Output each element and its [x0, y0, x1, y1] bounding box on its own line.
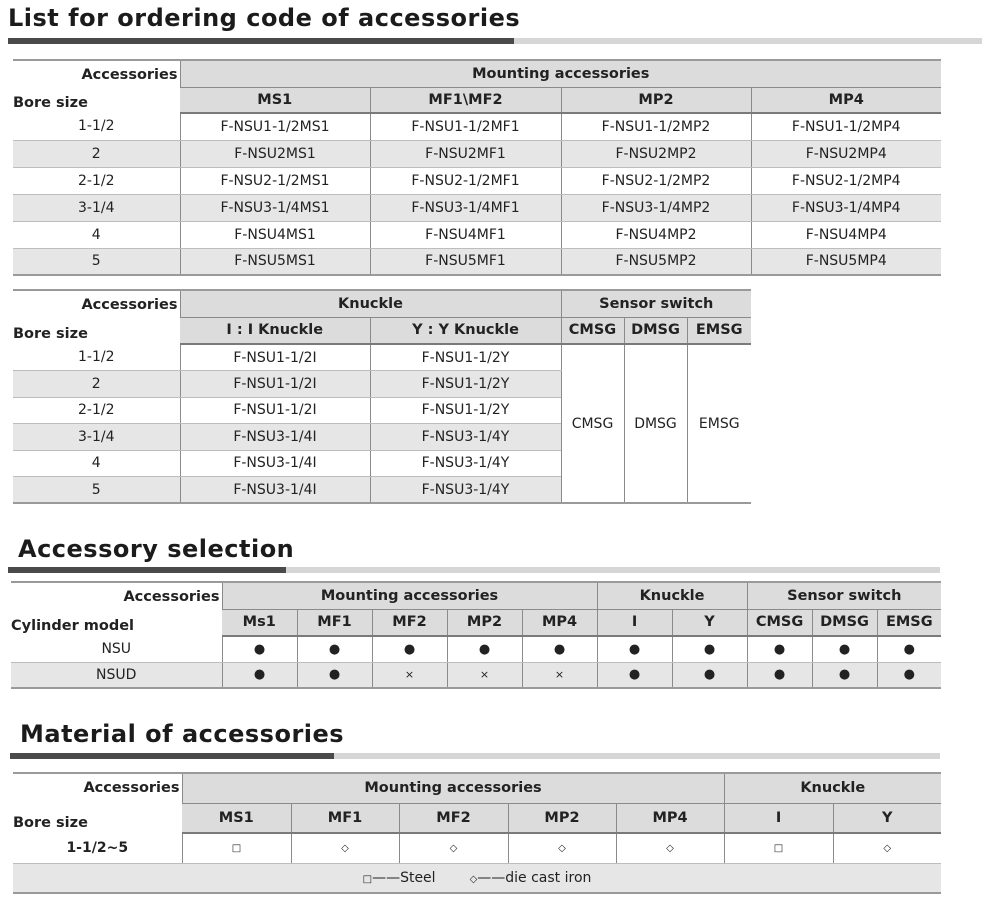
column-header: DMSG [624, 317, 687, 344]
availability-mark: ● [812, 662, 877, 688]
availability-mark: ● [747, 662, 812, 688]
column-header: EMSG [877, 609, 941, 636]
code-cell: F-NSU1-1/2Y [370, 371, 561, 398]
column-header: MF1 [291, 803, 399, 833]
material-steel-mark: □ [724, 833, 833, 863]
material-iron-mark: ◇ [833, 833, 941, 863]
availability-mark: ● [877, 662, 941, 688]
bore-cell: 2-1/2 [13, 167, 180, 194]
iron-legend-symbol: ◇ [469, 873, 478, 885]
column-header: MP2 [561, 87, 751, 113]
code-cell: F-NSU3-1/4I [180, 450, 370, 477]
iron-legend-label: ——die cast iron [477, 869, 592, 886]
table-row [13, 194, 941, 221]
column-header: MP4 [616, 803, 724, 833]
group-header-knuckle: Knuckle [597, 582, 747, 609]
table-row [13, 113, 941, 140]
corner-label-accessories: Accessories [81, 67, 178, 83]
code-cell: F-NSU3-1/4I [180, 477, 370, 504]
section-title-ordering-code: List for ordering code of accessories [8, 4, 521, 32]
code-cell: F-NSU1-1/2MP2 [561, 113, 751, 140]
corner-label-bore-size: Bore size [13, 326, 88, 342]
model-cell: NSUD [11, 662, 222, 688]
column-header: I : I Knuckle [180, 317, 370, 344]
column-header: Y : Y Knuckle [370, 317, 561, 344]
accessory-selection-table [11, 581, 941, 689]
code-cell: F-NSU2-1/2MF1 [370, 167, 561, 194]
corner-label-accessories: Accessories [81, 297, 178, 313]
code-cell: F-NSU2MP2 [561, 140, 751, 167]
bore-cell: 5 [13, 248, 180, 275]
table-row [11, 662, 941, 688]
code-cell: F-NSU3-1/4MS1 [180, 194, 370, 221]
column-header: CMSG [561, 317, 624, 344]
group-header-sensor: Sensor switch [747, 582, 941, 609]
bore-cell: 1-1/2 [13, 113, 180, 140]
availability-mark: ● [812, 636, 877, 662]
section-title-material: Material of accessories [20, 720, 345, 748]
bore-cell: 2-1/2 [13, 397, 180, 424]
bore-cell: 4 [13, 221, 180, 248]
section-title-accessory-selection: Accessory selection [18, 535, 295, 563]
column-header: MF1 [297, 609, 372, 636]
material-table [13, 772, 941, 894]
availability-mark: ● [297, 636, 372, 662]
group-header-mounting: Mounting accessories [182, 773, 724, 803]
unavailable-mark: × [447, 662, 522, 688]
code-cell: F-NSU2-1/2MS1 [180, 167, 370, 194]
material-iron-mark: ◇ [508, 833, 616, 863]
table-row [13, 248, 941, 275]
availability-mark: ● [672, 662, 747, 688]
code-cell: F-NSU2MS1 [180, 140, 370, 167]
table-corner [13, 60, 180, 113]
legend-row [13, 863, 941, 893]
column-header: MF2 [372, 609, 447, 636]
availability-mark: ● [297, 662, 372, 688]
code-cell: F-NSU4MP2 [561, 221, 751, 248]
code-cell: F-NSU2-1/2MP2 [561, 167, 751, 194]
column-header: MP2 [508, 803, 616, 833]
column-header: MP4 [522, 609, 597, 636]
table-row [13, 833, 941, 863]
code-cell: F-NSU5MS1 [180, 248, 370, 275]
column-header: Ms1 [222, 609, 297, 636]
availability-mark: ● [597, 662, 672, 688]
code-cell: F-NSU2MP4 [751, 140, 941, 167]
column-header: MF1\MF2 [370, 87, 561, 113]
availability-mark: ● [877, 636, 941, 662]
code-cell: F-NSU1-1/2MF1 [370, 113, 561, 140]
availability-mark: ● [222, 636, 297, 662]
bore-cell: 3-1/4 [13, 194, 180, 221]
code-cell: F-NSU5MF1 [370, 248, 561, 275]
group-header-mounting: Mounting accessories [180, 60, 941, 87]
code-cell: F-NSU3-1/4MP2 [561, 194, 751, 221]
column-header: I [597, 609, 672, 636]
knuckle-sensor-table [13, 289, 751, 504]
corner-label-bore-size: Bore size [13, 95, 88, 111]
table-row [13, 344, 751, 371]
steel-legend-symbol: □ [362, 873, 373, 885]
table-row [13, 167, 941, 194]
column-header: Y [833, 803, 941, 833]
availability-mark: ● [747, 636, 812, 662]
column-header: DMSG [812, 609, 877, 636]
column-header: MS1 [180, 87, 370, 113]
bore-cell: 5 [13, 477, 180, 504]
title-underline [8, 567, 940, 573]
code-cell: F-NSU4MS1 [180, 221, 370, 248]
material-iron-mark: ◇ [616, 833, 724, 863]
code-cell: F-NSU1-1/2MP4 [751, 113, 941, 140]
group-header-knuckle: Knuckle [180, 290, 561, 317]
material-legend [13, 863, 941, 893]
material-iron-mark: ◇ [399, 833, 508, 863]
title-underline [8, 38, 982, 44]
code-cell: F-NSU3-1/4Y [370, 477, 561, 504]
column-header: EMSG [687, 317, 751, 344]
table-corner [13, 290, 180, 344]
code-cell: F-NSU5MP4 [751, 248, 941, 275]
code-cell: F-NSU1-1/2I [180, 397, 370, 424]
ordering-code-table [13, 59, 941, 276]
material-steel-mark: □ [182, 833, 291, 863]
bore-cell: 3-1/4 [13, 424, 180, 451]
code-cell: F-NSU4MP4 [751, 221, 941, 248]
group-header-knuckle: Knuckle [724, 773, 941, 803]
code-cell: F-NSU5MP2 [561, 248, 751, 275]
corner-label-bore-size: Bore size [13, 815, 88, 831]
sensor-cell-emsg: EMSG [687, 344, 751, 503]
code-cell: F-NSU1-1/2MS1 [180, 113, 370, 140]
title-underline [10, 753, 940, 759]
steel-legend-label: ——Steel [372, 869, 436, 886]
code-cell: F-NSU3-1/4MF1 [370, 194, 561, 221]
availability-mark: ● [522, 636, 597, 662]
model-cell: NSU [11, 636, 222, 662]
table-row [11, 636, 941, 662]
bore-cell: 2 [13, 371, 180, 398]
column-header: MS1 [182, 803, 291, 833]
corner-label-accessories: Accessories [123, 589, 220, 605]
bore-cell: 1-1/2 [13, 344, 180, 371]
material-iron-mark: ◇ [291, 833, 399, 863]
bore-cell: 1-1/2~5 [13, 833, 182, 863]
code-cell: F-NSU3-1/4Y [370, 424, 561, 451]
availability-mark: ● [372, 636, 447, 662]
bore-cell: 2 [13, 140, 180, 167]
group-header-mounting: Mounting accessories [222, 582, 597, 609]
column-header: MP4 [751, 87, 941, 113]
column-header: I [724, 803, 833, 833]
availability-mark: ● [672, 636, 747, 662]
code-cell: F-NSU2MF1 [370, 140, 561, 167]
code-cell: F-NSU3-1/4Y [370, 450, 561, 477]
availability-mark: ● [222, 662, 297, 688]
availability-mark: ● [447, 636, 522, 662]
corner-label-cylinder-model: Cylinder model [11, 618, 135, 634]
code-cell: F-NSU4MF1 [370, 221, 561, 248]
column-header: MP2 [447, 609, 522, 636]
column-header: MF2 [399, 803, 508, 833]
group-header-sensor: Sensor switch [561, 290, 751, 317]
code-cell: F-NSU1-1/2Y [370, 397, 561, 424]
availability-mark: ● [597, 636, 672, 662]
code-cell: F-NSU1-1/2Y [370, 344, 561, 371]
code-cell: F-NSU1-1/2I [180, 344, 370, 371]
code-cell: F-NSU1-1/2I [180, 371, 370, 398]
unavailable-mark: × [372, 662, 447, 688]
bore-cell: 4 [13, 450, 180, 477]
corner-label-accessories: Accessories [83, 780, 180, 796]
code-cell: F-NSU3-1/4I [180, 424, 370, 451]
sensor-cell-dmsg: DMSG [624, 344, 687, 503]
sensor-cell-cmsg: CMSG [561, 344, 624, 503]
code-cell: F-NSU2-1/2MP4 [751, 167, 941, 194]
table-corner [11, 582, 222, 636]
table-row [13, 140, 941, 167]
column-header: Y [672, 609, 747, 636]
column-header: CMSG [747, 609, 812, 636]
unavailable-mark: × [522, 662, 597, 688]
code-cell: F-NSU3-1/4MP4 [751, 194, 941, 221]
table-row [13, 221, 941, 248]
table-corner [13, 773, 182, 833]
